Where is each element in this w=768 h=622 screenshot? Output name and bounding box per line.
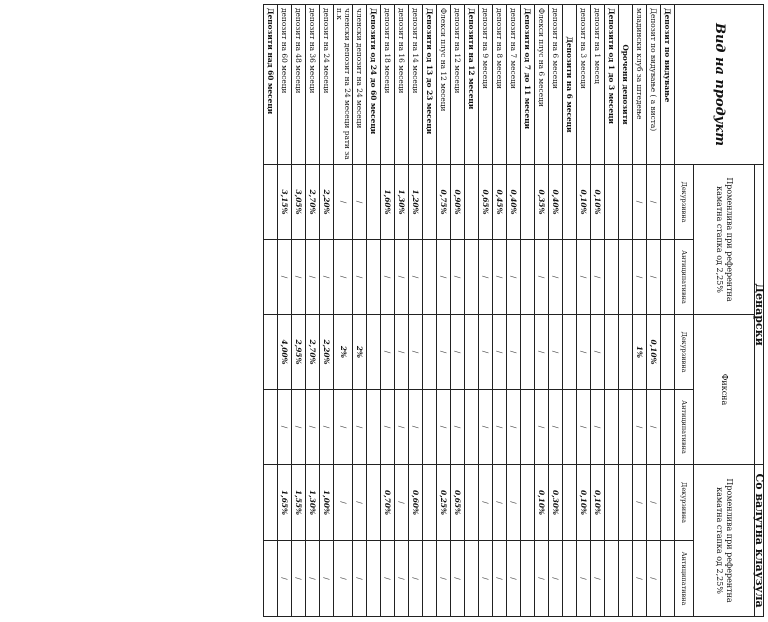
rate-cell: /	[535, 240, 549, 315]
rate-cell	[367, 165, 381, 240]
rate-cell: /	[535, 315, 549, 390]
rate-cell: /	[353, 165, 367, 240]
row-label: Депозити од 13 до 23 месеци	[423, 5, 437, 165]
rate-cell	[423, 541, 437, 617]
rate-cell: /	[320, 390, 334, 465]
rate-cell: 2%	[334, 315, 353, 390]
rate-cell: 1,00%	[320, 465, 334, 541]
dekurzivna-header: Декурзивна	[675, 315, 694, 390]
row-label: Депозит по видување ( а виста)	[647, 5, 661, 165]
rate-cell: 1%	[633, 315, 647, 390]
table-row	[633, 5, 647, 617]
rate-cell: /	[633, 465, 647, 541]
rate-cell	[661, 465, 675, 541]
row-label: депозит на 18 месеци	[381, 5, 395, 165]
rate-cell	[563, 390, 577, 465]
row-label: депозит на 24 месеци	[320, 5, 334, 165]
rate-cell	[264, 240, 278, 315]
rate-cell: /	[507, 240, 521, 315]
rate-cell: /	[395, 465, 409, 541]
rate-cell: 4,00%	[278, 315, 292, 390]
rate-cell: /	[437, 240, 451, 315]
rate-cell: /	[334, 165, 353, 240]
table-row	[306, 5, 320, 617]
rate-cell: /	[507, 315, 521, 390]
rate-cell: /	[306, 541, 320, 617]
rate-cell: /	[591, 315, 605, 390]
rate-cell: 0,40%	[549, 165, 563, 240]
rate-cell	[661, 315, 675, 390]
rate-cell: /	[409, 390, 423, 465]
rate-cell: /	[633, 390, 647, 465]
rate-cell	[264, 165, 278, 240]
rate-cell: 0,30%	[549, 465, 563, 541]
rate-cell: 1,55%	[292, 465, 306, 541]
rate-cell: 2,70%	[306, 165, 320, 240]
table-row	[647, 5, 661, 617]
rate-cell: /	[479, 240, 493, 315]
table-row	[605, 5, 619, 617]
product-type-header: Вид на продукт	[675, 5, 764, 165]
rate-cell: 1,30%	[395, 165, 409, 240]
row-label: членски депозит на 24 месеци рати за п.к	[334, 5, 353, 165]
rate-cell: /	[633, 165, 647, 240]
rate-cell: /	[647, 240, 661, 315]
rate-cell: /	[493, 240, 507, 315]
rate-cell	[619, 315, 633, 390]
rate-cell	[661, 541, 675, 617]
rate-cell: /	[535, 541, 549, 617]
rate-cell: /	[292, 390, 306, 465]
rate-cell: 0,90%	[451, 165, 465, 240]
rate-cell	[619, 390, 633, 465]
table-row	[409, 5, 423, 617]
table-row	[334, 5, 353, 617]
rate-cell: /	[507, 390, 521, 465]
rate-cell: /	[381, 390, 395, 465]
rate-cell	[619, 541, 633, 617]
rate-cell	[619, 240, 633, 315]
table-row	[353, 5, 367, 617]
row-label: Депозити од 1 до 3 месеци	[605, 5, 619, 165]
row-label: депозит на 9 месеци	[479, 5, 493, 165]
rate-cell	[264, 541, 278, 617]
variable-rate-fx-header: Променлива при референтна каматна стапка од 2,25%	[694, 465, 755, 617]
rate-cell: 0,10%	[647, 315, 661, 390]
rate-cell: 2,20%	[320, 165, 334, 240]
rate-cell: 0,60%	[409, 465, 423, 541]
rate-cell: 1,60%	[381, 165, 395, 240]
rate-cell	[423, 315, 437, 390]
rate-cell	[661, 165, 675, 240]
row-label: депозит на 3 месеци	[577, 5, 591, 165]
row-label: депозит на 36 месеци	[306, 5, 320, 165]
rate-cell: 0,10%	[535, 465, 549, 541]
rate-cell: /	[535, 390, 549, 465]
row-label: депозит на 6 месеци	[549, 5, 563, 165]
rate-cell: /	[479, 465, 493, 541]
row-label: Депозити од 24 до 60 месеци	[367, 5, 381, 165]
row-label: депозит на 7 месеци	[507, 5, 521, 165]
rate-cell: /	[479, 390, 493, 465]
rate-cell: /	[451, 390, 465, 465]
rate-cell	[619, 165, 633, 240]
rate-cell: 1,20%	[409, 165, 423, 240]
rate-cell	[423, 165, 437, 240]
rate-cell: /	[409, 541, 423, 617]
rate-cell	[563, 541, 577, 617]
rate-cell: /	[395, 315, 409, 390]
rate-cell: /	[395, 541, 409, 617]
rate-cell	[563, 315, 577, 390]
rate-cell	[367, 390, 381, 465]
rate-cell: 0,45%	[493, 165, 507, 240]
rate-cell	[563, 240, 577, 315]
rate-cell: /	[577, 390, 591, 465]
rate-cell: 0,35%	[535, 165, 549, 240]
table-row	[563, 5, 577, 617]
table-row	[521, 5, 535, 617]
rate-cell	[521, 315, 535, 390]
rate-cell: /	[647, 465, 661, 541]
rate-cell: 2,20%	[320, 315, 334, 390]
rate-cell	[264, 315, 278, 390]
dekurzivna-header: Декурзивна	[675, 165, 694, 240]
table-row	[292, 5, 306, 617]
rate-cell: 1,65%	[278, 465, 292, 541]
table-row	[535, 5, 549, 617]
rate-cell	[605, 240, 619, 315]
rate-cell	[605, 315, 619, 390]
rate-cell: /	[437, 315, 451, 390]
rate-cell: /	[633, 240, 647, 315]
rate-cell	[521, 541, 535, 617]
rate-cell	[264, 390, 278, 465]
row-label: младински клуб за штедење	[633, 5, 647, 165]
rate-cell: 2,70%	[306, 315, 320, 390]
row-label: Депозити на 12 месеци	[465, 5, 479, 165]
row-label: депозит на 48 месеци	[292, 5, 306, 165]
rate-cell: /	[437, 390, 451, 465]
rate-cell: /	[292, 240, 306, 315]
rate-cell: 0,75%	[437, 165, 451, 240]
table-row	[367, 5, 381, 617]
table-row	[549, 5, 563, 617]
rate-cell	[423, 465, 437, 541]
table-row	[619, 5, 633, 617]
rate-cell: 0,10%	[591, 165, 605, 240]
rate-cell	[605, 465, 619, 541]
rate-cell	[521, 165, 535, 240]
rate-cell: /	[353, 240, 367, 315]
table-row	[479, 5, 493, 617]
rate-cell: /	[479, 315, 493, 390]
rate-cell: /	[353, 541, 367, 617]
row-label: членски депозит на 24 месеци	[353, 5, 367, 165]
rate-cell: /	[395, 390, 409, 465]
rate-cell: /	[278, 240, 292, 315]
rate-cell: /	[451, 541, 465, 617]
table-row	[661, 5, 675, 617]
rate-cell: 0,10%	[577, 465, 591, 541]
rate-cell: /	[549, 240, 563, 315]
rate-cell: /	[493, 390, 507, 465]
rate-cell: 0,65%	[479, 165, 493, 240]
rate-cell: /	[591, 240, 605, 315]
row-label: Флекси плус на 6 месеци	[535, 5, 549, 165]
variable-rate-header: Променлива при референтна каматна стапка од 2,25%	[694, 165, 755, 315]
rate-cell: /	[591, 390, 605, 465]
denarski-header: Денарски	[755, 165, 764, 465]
rate-cell: /	[647, 165, 661, 240]
row-label: Депозити од 7 до 11 месеци	[521, 5, 535, 165]
rate-cell: /	[507, 541, 521, 617]
rate-cell: /	[633, 541, 647, 617]
rate-cell	[661, 390, 675, 465]
row-label: Орочени депозити	[619, 5, 633, 165]
rate-cell	[367, 541, 381, 617]
rate-cell	[521, 240, 535, 315]
table-row	[381, 5, 395, 617]
row-label: Депозит по видување	[661, 5, 675, 165]
rate-cell: /	[320, 240, 334, 315]
rate-cell: /	[334, 465, 353, 541]
rate-cell: 0,10%	[577, 165, 591, 240]
rate-cell	[465, 240, 479, 315]
rate-cell	[563, 465, 577, 541]
rate-cell	[423, 390, 437, 465]
rate-cell: /	[577, 240, 591, 315]
rate-cell: /	[353, 390, 367, 465]
rate-cell: /	[381, 315, 395, 390]
rate-cell: /	[451, 315, 465, 390]
rate-cell: /	[479, 541, 493, 617]
rate-cell: 2%	[353, 315, 367, 390]
rate-cell: /	[292, 541, 306, 617]
rate-cell: /	[493, 465, 507, 541]
rate-cell: /	[306, 240, 320, 315]
rate-cell	[367, 240, 381, 315]
table-row	[465, 5, 479, 617]
rate-cell: 3,15%	[278, 165, 292, 240]
row-label: депозит на 14 месеци	[409, 5, 423, 165]
rate-cell	[465, 465, 479, 541]
row-label: депозит на 8 месеци	[493, 5, 507, 165]
rate-cell: 2,95%	[292, 315, 306, 390]
table-row	[320, 5, 334, 617]
table-row	[507, 5, 521, 617]
rate-cell	[465, 541, 479, 617]
rate-cell: /	[451, 240, 465, 315]
rate-cell: /	[493, 541, 507, 617]
deposit-rates-table	[263, 4, 764, 617]
anticipativna-header: Антиципативна	[675, 390, 694, 465]
rate-cell	[521, 390, 535, 465]
row-label: Депозити на 6 месеци	[563, 5, 577, 165]
anticipativna-header: Антиципативна	[675, 541, 694, 617]
rate-cell: /	[334, 240, 353, 315]
rate-cell: /	[409, 240, 423, 315]
anticipativna-header: Антиципативна	[675, 240, 694, 315]
rate-cell	[563, 165, 577, 240]
rate-cell: /	[437, 541, 451, 617]
rate-cell	[367, 315, 381, 390]
row-label: депозит на 16 месеци	[395, 5, 409, 165]
rate-cell	[465, 390, 479, 465]
rate-cell: /	[353, 465, 367, 541]
rate-cell: /	[278, 390, 292, 465]
rate-cell: /	[334, 541, 353, 617]
rate-cell: /	[647, 390, 661, 465]
row-label: Депозити над 60 месеци	[264, 5, 278, 165]
rate-cell: /	[381, 240, 395, 315]
table-body	[264, 5, 675, 617]
table-row	[493, 5, 507, 617]
rate-cell	[605, 541, 619, 617]
rate-cell: /	[409, 315, 423, 390]
rate-cell: 0,70%	[381, 465, 395, 541]
rate-cell: 0,25%	[437, 465, 451, 541]
rate-cell	[465, 165, 479, 240]
table-row	[278, 5, 292, 617]
dekurzivna-header: Декурзивна	[675, 465, 694, 541]
table-row	[451, 5, 465, 617]
fixed-rate-header: Фиксна	[694, 315, 755, 465]
rate-cell: /	[493, 315, 507, 390]
rate-cell: /	[549, 541, 563, 617]
rate-cell: /	[507, 465, 521, 541]
row-label: депозит на 12 месеци	[451, 5, 465, 165]
table-row	[577, 5, 591, 617]
rate-cell	[661, 240, 675, 315]
table-row	[437, 5, 451, 617]
rate-cell: 3,05%	[292, 165, 306, 240]
rate-cell	[605, 165, 619, 240]
table-row	[264, 5, 278, 617]
rate-cell: /	[577, 541, 591, 617]
rate-cell: 0,40%	[507, 165, 521, 240]
row-label: Флекси плус на 12 месеци	[437, 5, 451, 165]
rate-cell	[619, 465, 633, 541]
table-row	[395, 5, 409, 617]
rate-cell	[264, 465, 278, 541]
rate-cell: /	[647, 541, 661, 617]
row-label: депозит на 60 месеци	[278, 5, 292, 165]
rate-cell	[605, 390, 619, 465]
rate-cell: /	[278, 541, 292, 617]
rate-cell: /	[381, 541, 395, 617]
rate-cell	[423, 240, 437, 315]
rate-cell	[521, 465, 535, 541]
rate-cell: /	[334, 390, 353, 465]
table-row	[591, 5, 605, 617]
row-label: депозит на 1 месец	[591, 5, 605, 165]
rate-cell: 0,65%	[451, 465, 465, 541]
rate-cell: /	[549, 315, 563, 390]
rate-cell: 0,10%	[591, 465, 605, 541]
rate-cell: 1,30%	[306, 465, 320, 541]
rate-cell: /	[591, 541, 605, 617]
valutna-header: Со валутна клаузула	[755, 465, 764, 617]
rate-cell: /	[320, 541, 334, 617]
rate-cell: /	[395, 240, 409, 315]
rate-cell	[367, 465, 381, 541]
rate-cell	[465, 315, 479, 390]
table-row	[423, 5, 437, 617]
rate-cell: /	[549, 390, 563, 465]
rate-cell: /	[577, 315, 591, 390]
rate-cell: /	[306, 390, 320, 465]
